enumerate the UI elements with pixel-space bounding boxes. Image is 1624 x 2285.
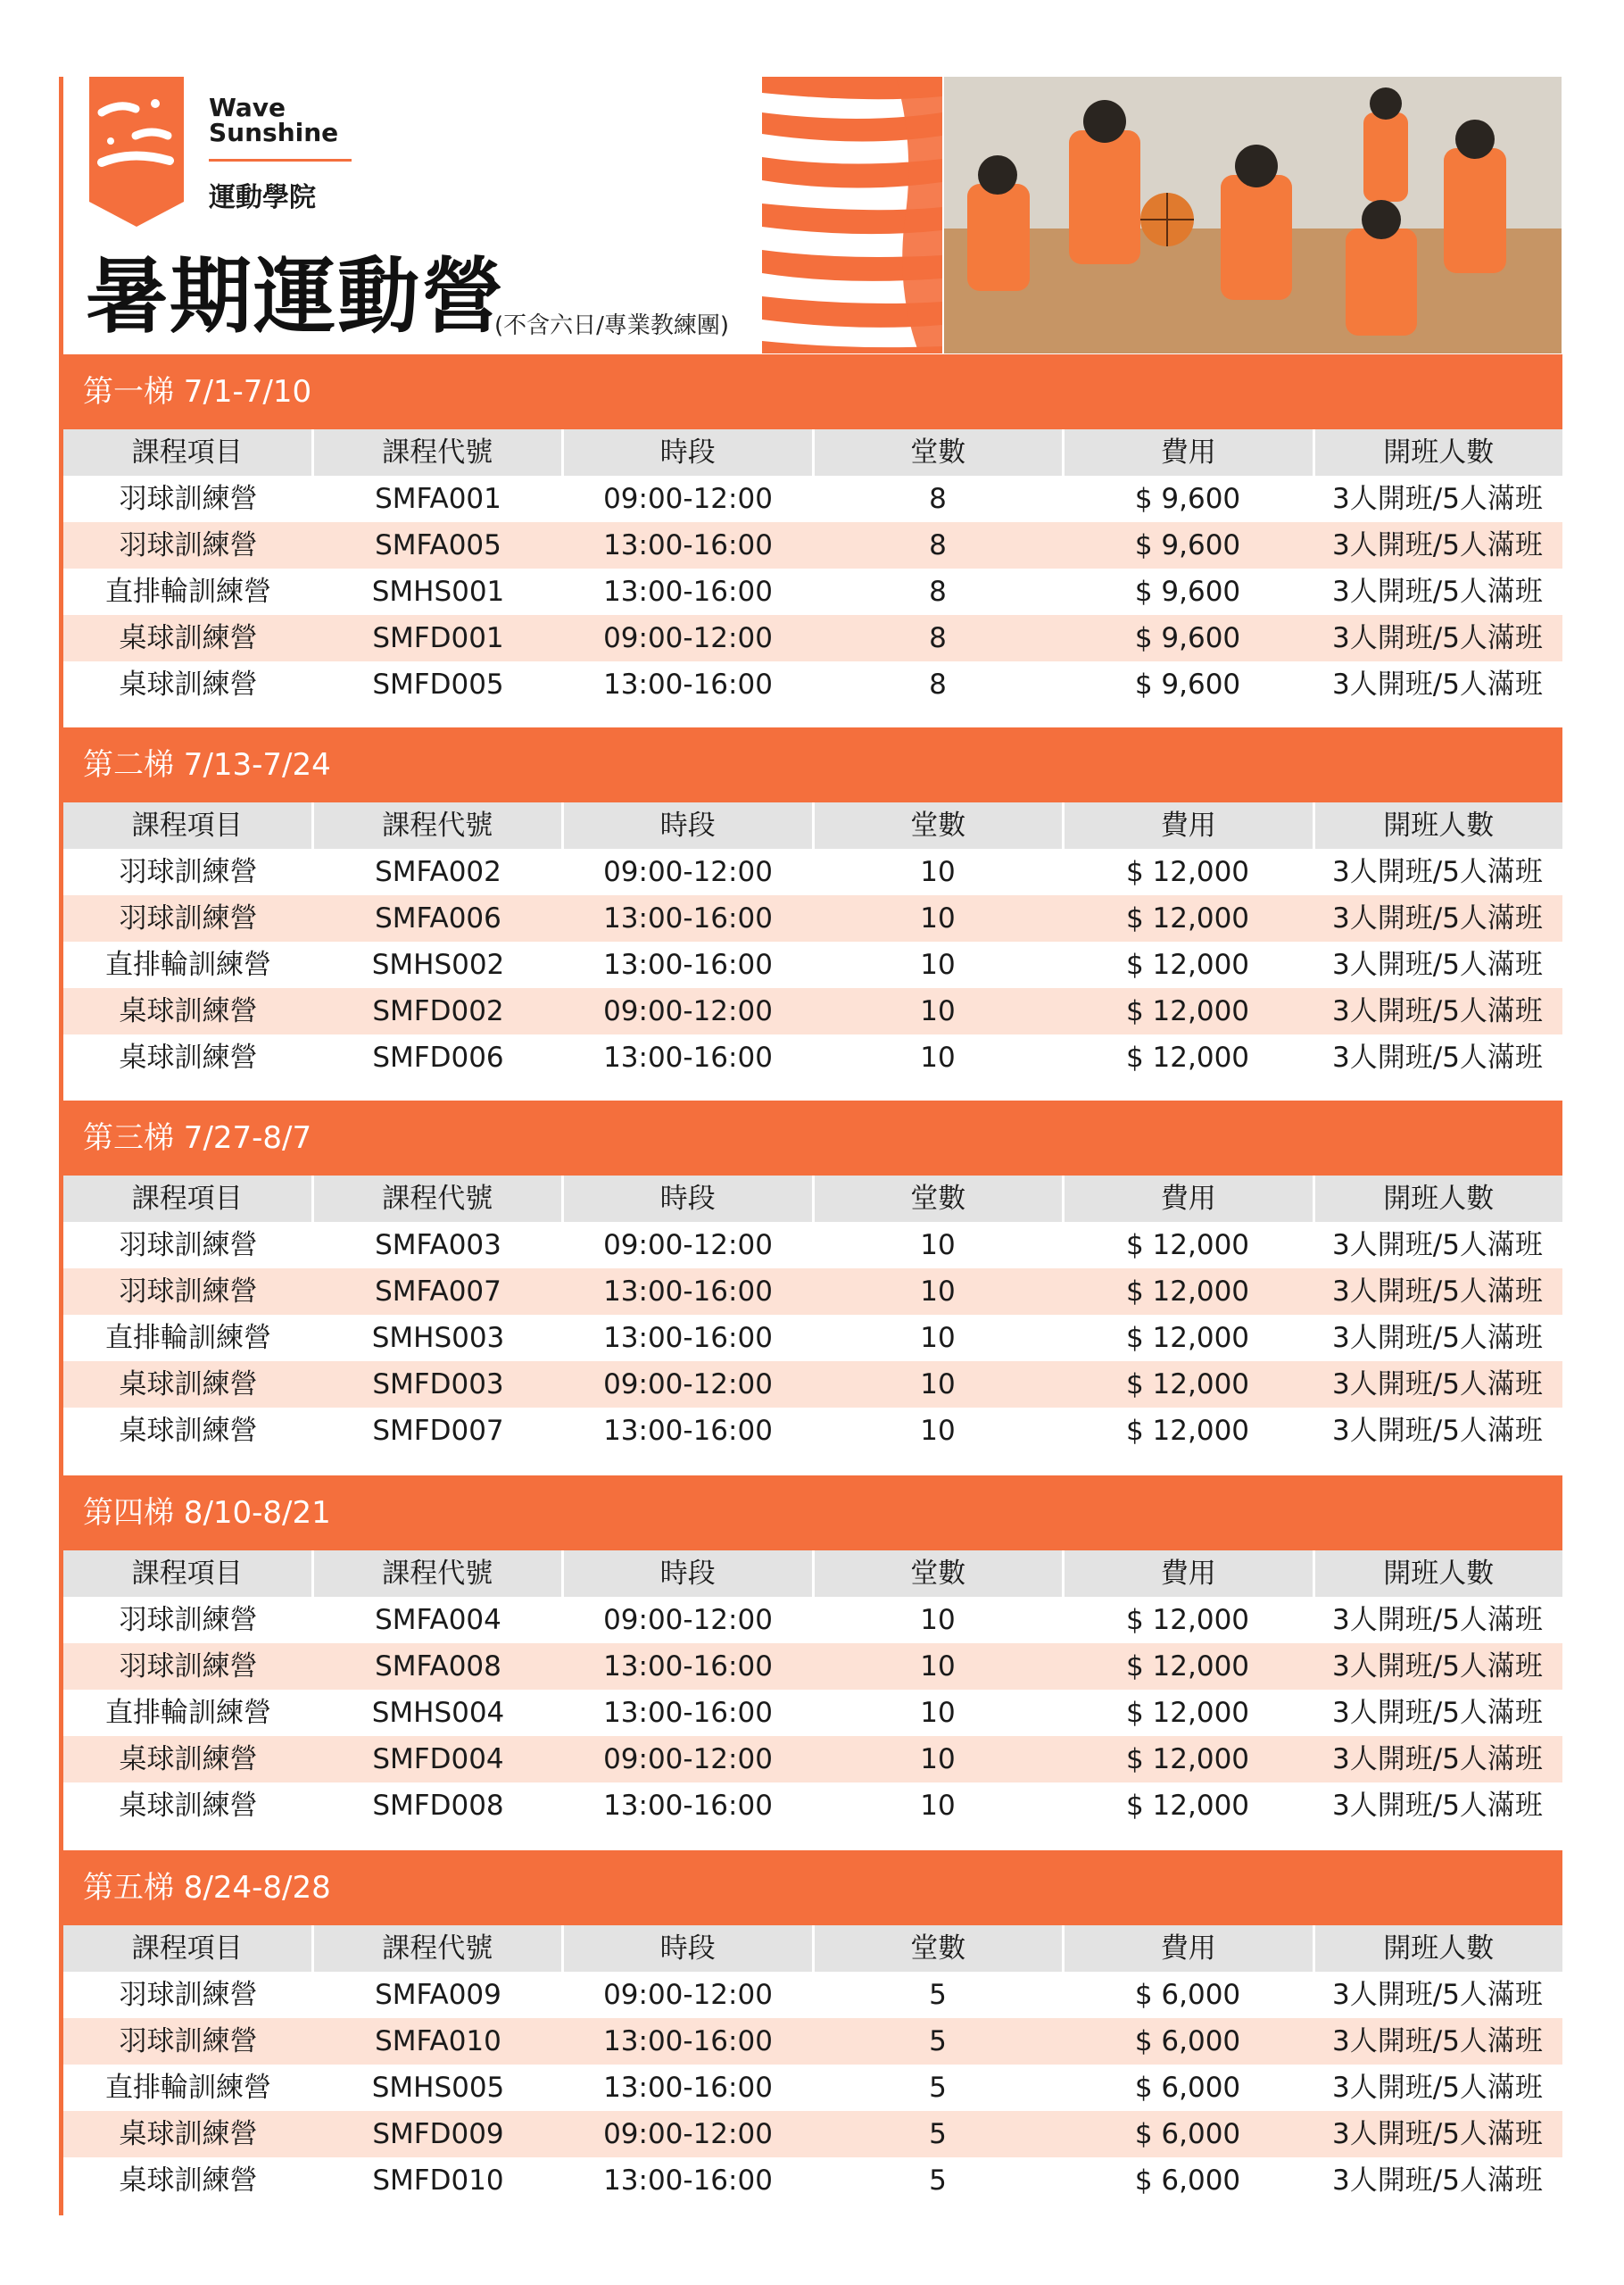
table-cell: 10 — [920, 995, 956, 1027]
table-cell: 桌球訓練營 — [119, 1790, 258, 1822]
table-cell: SMFD008 — [372, 1790, 504, 1822]
table-cell: 10 — [920, 949, 956, 981]
table-cell: 3人開班/5人滿班 — [1332, 2025, 1543, 2057]
column-header: 課程項目 — [63, 802, 314, 849]
table-cell: $ 12,000 — [1125, 856, 1250, 888]
table-cell: SMFA004 — [375, 1604, 501, 1636]
table-cell: SMFD006 — [372, 1042, 504, 1074]
table-cell: 直排輪訓練營 — [105, 1322, 271, 1354]
table-cell: 3人開班/5人滿班 — [1332, 1229, 1543, 1261]
table-cell: 3人開班/5人滿班 — [1332, 1743, 1543, 1775]
wave-sunshine-logo-icon — [89, 77, 184, 227]
table-cell: 羽球訓練營 — [119, 483, 258, 515]
table-cell: 13:00-16:00 — [603, 902, 773, 935]
table-row — [63, 1643, 1562, 1690]
table-row — [63, 522, 1562, 569]
table-cell: 3人開班/5人滿班 — [1332, 1368, 1543, 1400]
column-header: 費用 — [1065, 1176, 1315, 1222]
table-header-row — [63, 1550, 1562, 1597]
section-header — [63, 1850, 1562, 1925]
section-header — [63, 354, 1562, 429]
table-cell: $ 12,000 — [1125, 1042, 1250, 1074]
column-header: 課程代號 — [314, 802, 565, 849]
table-cell: 5 — [929, 1979, 947, 2011]
table-cell: 13:00-16:00 — [603, 1042, 773, 1074]
table-row — [63, 1972, 1562, 2018]
section-title: 第五梯 8/24-8/28 — [83, 1870, 331, 1906]
table-cell: $ 6,000 — [1134, 2025, 1241, 2057]
table-cell: 直排輪訓練營 — [105, 576, 271, 608]
table-cell: 3人開班/5人滿班 — [1332, 995, 1543, 1027]
table-cell: 3人開班/5人滿班 — [1332, 1790, 1543, 1822]
table-cell: 羽球訓練營 — [119, 2025, 258, 2057]
section-header — [63, 1101, 1562, 1176]
table-cell: 直排輪訓練營 — [105, 1697, 271, 1729]
table-cell: 桌球訓練營 — [119, 622, 258, 654]
table-cell: 3人開班/5人滿班 — [1332, 622, 1543, 654]
section-title: 第四梯 8/10-8/21 — [83, 1495, 331, 1531]
table-row — [63, 1222, 1562, 1268]
table-cell: 3人開班/5人滿班 — [1332, 529, 1543, 561]
column-header: 開班人數 — [1383, 810, 1495, 842]
table-cell: 5 — [929, 2118, 947, 2150]
table-row — [63, 942, 1562, 988]
table-row — [63, 2018, 1562, 2065]
table-cell: $ 12,000 — [1125, 1229, 1250, 1261]
table-row — [63, 569, 1562, 615]
table-cell: SMFD003 — [372, 1368, 504, 1400]
table-cell: $ 6,000 — [1134, 2118, 1241, 2150]
table-cell: $ 12,000 — [1125, 1322, 1250, 1354]
table-cell: 桌球訓練營 — [119, 1368, 258, 1400]
table-cell: 13:00-16:00 — [603, 1650, 773, 1683]
table-cell: 10 — [920, 1790, 956, 1822]
table-cell: 3人開班/5人滿班 — [1332, 902, 1543, 935]
table-cell: 羽球訓練營 — [119, 1979, 258, 2011]
column-header: 堂數 — [815, 1925, 1065, 1972]
section-header — [63, 1475, 1562, 1550]
table-cell: 10 — [920, 1743, 956, 1775]
table-row — [63, 2111, 1562, 2157]
table-row — [63, 1361, 1562, 1408]
page-subtitle: (不含六日/專業教練團) — [494, 312, 730, 339]
table-cell: $ 12,000 — [1125, 1743, 1250, 1775]
table-cell: 直排輪訓練營 — [105, 2072, 271, 2104]
page-title: 暑期運動營 — [86, 249, 506, 345]
table-cell: 桌球訓練營 — [119, 1042, 258, 1074]
table-cell: 3人開班/5人滿班 — [1332, 1322, 1543, 1354]
table-cell: SMFA001 — [375, 483, 501, 515]
table-cell: $ 12,000 — [1125, 1415, 1250, 1447]
table-cell: $ 12,000 — [1125, 1604, 1250, 1636]
table-cell: 09:00-12:00 — [603, 856, 773, 888]
column-header: 課程代號 — [314, 1550, 565, 1597]
column-header: 開班人數 — [1383, 1558, 1495, 1590]
column-header: 課程項目 — [63, 1925, 314, 1972]
table-cell: SMFA007 — [375, 1275, 501, 1308]
table-cell: SMFD007 — [372, 1415, 504, 1447]
table-cell: 10 — [920, 856, 956, 888]
table-cell: 3人開班/5人滿班 — [1332, 1979, 1543, 2011]
section-title: 第一梯 7/1-7/10 — [83, 374, 312, 410]
table-cell: $ 9,600 — [1134, 622, 1241, 654]
column-header: 時段 — [564, 1925, 815, 1972]
column-header: 費用 — [1065, 1550, 1315, 1597]
table-cell: 3人開班/5人滿班 — [1332, 2165, 1543, 2197]
table-cell: 3人開班/5人滿班 — [1332, 1042, 1543, 1074]
table-cell: 桌球訓練營 — [119, 2165, 258, 2197]
table-cell: 13:00-16:00 — [603, 1415, 773, 1447]
table-cell: 羽球訓練營 — [119, 856, 258, 888]
table-row — [63, 476, 1562, 522]
table-cell: 羽球訓練營 — [119, 1604, 258, 1636]
table-cell: 10 — [920, 902, 956, 935]
table-cell: SMHS004 — [371, 1697, 505, 1729]
table-cell: 13:00-16:00 — [603, 1275, 773, 1308]
table-cell: SMHS005 — [371, 2072, 505, 2104]
table-cell: 10 — [920, 1042, 956, 1074]
table-row — [63, 2065, 1562, 2111]
table-cell: $ 9,600 — [1134, 483, 1241, 515]
table-cell: 13:00-16:00 — [603, 1697, 773, 1729]
table-cell: SMFD004 — [372, 1743, 504, 1775]
table-cell: $ 9,600 — [1134, 529, 1241, 561]
table-cell: $ 12,000 — [1125, 1650, 1250, 1683]
table-cell: 13:00-16:00 — [603, 576, 773, 608]
kids-basketball-photo — [944, 77, 1562, 353]
column-header: 費用 — [1065, 802, 1315, 849]
table-row — [63, 661, 1562, 708]
table-cell: 3人開班/5人滿班 — [1332, 2072, 1543, 2104]
table-cell: SMHS002 — [371, 949, 505, 981]
table-cell: 3人開班/5人滿班 — [1332, 1697, 1543, 1729]
column-header: 課程項目 — [63, 1176, 314, 1222]
table-cell: 3人開班/5人滿班 — [1332, 1604, 1543, 1636]
table-cell: 桌球訓練營 — [119, 1743, 258, 1775]
table-cell: 3人開班/5人滿班 — [1332, 1415, 1543, 1447]
table-cell: 8 — [929, 576, 947, 608]
table-cell: $ 6,000 — [1134, 2072, 1241, 2104]
table-cell: 13:00-16:00 — [603, 1790, 773, 1822]
decorative-stripes — [762, 77, 942, 353]
table-cell: 8 — [929, 483, 947, 515]
table-row — [63, 1690, 1562, 1736]
table-row — [63, 1315, 1562, 1361]
course-table — [63, 1176, 1562, 1454]
table-cell: 13:00-16:00 — [603, 2072, 773, 2104]
column-header: 時段 — [564, 802, 815, 849]
column-header: 課程代號 — [314, 1176, 565, 1222]
table-cell: SMFD010 — [372, 2165, 504, 2197]
table-cell: 3人開班/5人滿班 — [1332, 669, 1543, 701]
table-cell: 13:00-16:00 — [603, 2165, 773, 2197]
table-cell: 桌球訓練營 — [119, 2118, 258, 2150]
column-header: 堂數 — [815, 1550, 1065, 1597]
brand-name-chinese: 運動學院 — [209, 182, 316, 213]
table-cell: 10 — [920, 1229, 956, 1261]
table-row — [63, 1597, 1562, 1643]
course-table — [63, 1925, 1562, 2204]
table-cell: SMFA010 — [375, 2025, 501, 2057]
course-table — [63, 802, 1562, 1081]
table-cell: 桌球訓練營 — [119, 995, 258, 1027]
table-cell: SMFA005 — [375, 529, 501, 561]
table-cell: 10 — [920, 1604, 956, 1636]
brand-divider — [209, 159, 352, 162]
table-cell: $ 12,000 — [1125, 902, 1250, 935]
column-header: 開班人數 — [1383, 1932, 1495, 1965]
table-cell: 10 — [920, 1650, 956, 1683]
table-cell: 羽球訓練營 — [119, 902, 258, 935]
table-cell: $ 12,000 — [1125, 1275, 1250, 1308]
table-cell: 10 — [920, 1275, 956, 1308]
column-header: 費用 — [1065, 1925, 1315, 1972]
table-cell: 13:00-16:00 — [603, 529, 773, 561]
table-header-row — [63, 802, 1562, 849]
table-cell: 5 — [929, 2072, 947, 2104]
table-cell: 09:00-12:00 — [603, 1604, 773, 1636]
table-header-row — [63, 1176, 1562, 1222]
table-cell: 3人開班/5人滿班 — [1332, 856, 1543, 888]
table-cell: SMFA008 — [375, 1650, 501, 1683]
section-header — [63, 727, 1562, 802]
table-cell: 3人開班/5人滿班 — [1332, 483, 1543, 515]
table-cell: SMFA003 — [375, 1229, 501, 1261]
column-header: 費用 — [1065, 429, 1315, 476]
photo-illustration — [944, 77, 1562, 353]
table-row — [63, 615, 1562, 661]
table-cell: 10 — [920, 1368, 956, 1400]
table-cell: 3人開班/5人滿班 — [1332, 1650, 1543, 1683]
table-cell: SMFA002 — [375, 856, 501, 888]
column-header: 時段 — [564, 1176, 815, 1222]
column-header: 課程代號 — [314, 1925, 565, 1972]
table-cell: 8 — [929, 622, 947, 654]
table-cell: 13:00-16:00 — [603, 949, 773, 981]
course-table — [63, 429, 1562, 708]
table-cell: 09:00-12:00 — [603, 1368, 773, 1400]
column-header: 課程項目 — [63, 429, 314, 476]
section-title: 第三梯 7/27-8/7 — [83, 1120, 312, 1156]
table-cell: 09:00-12:00 — [603, 1743, 773, 1775]
table-cell: 8 — [929, 529, 947, 561]
column-header: 課程代號 — [314, 429, 565, 476]
column-header: 堂數 — [815, 429, 1065, 476]
table-cell: SMFA006 — [375, 902, 501, 935]
brand-name-line1: Wave — [209, 93, 286, 122]
table-cell: $ 12,000 — [1125, 1368, 1250, 1400]
table-cell: SMFD002 — [372, 995, 504, 1027]
table-cell: SMHS003 — [371, 1322, 505, 1354]
table-cell: 3人開班/5人滿班 — [1332, 949, 1543, 981]
table-header-row — [63, 1925, 1562, 1972]
table-cell: 09:00-12:00 — [603, 1229, 773, 1261]
table-cell: $ 9,600 — [1134, 576, 1241, 608]
table-cell: 3人開班/5人滿班 — [1332, 1275, 1543, 1308]
table-cell: 3人開班/5人滿班 — [1332, 576, 1543, 608]
table-cell: $ 12,000 — [1125, 1697, 1250, 1729]
table-cell: 13:00-16:00 — [603, 2025, 773, 2057]
table-row — [63, 849, 1562, 895]
table-row — [63, 1268, 1562, 1315]
table-cell: $ 12,000 — [1125, 1790, 1250, 1822]
table-cell: $ 6,000 — [1134, 1979, 1241, 2011]
table-header-row — [63, 429, 1562, 476]
table-row — [63, 1034, 1562, 1081]
table-cell: SMFD009 — [372, 2118, 504, 2150]
column-header: 開班人數 — [1383, 1183, 1495, 1215]
table-cell: $ 9,600 — [1134, 669, 1241, 701]
table-cell: 5 — [929, 2025, 947, 2057]
table-cell: 直排輪訓練營 — [105, 949, 271, 981]
table-cell: SMHS001 — [371, 576, 505, 608]
table-cell: 羽球訓練營 — [119, 1275, 258, 1308]
table-cell: SMFD001 — [372, 622, 504, 654]
table-row — [63, 895, 1562, 942]
table-cell: 10 — [920, 1697, 956, 1729]
table-cell: 羽球訓練營 — [119, 1229, 258, 1261]
column-header: 課程項目 — [63, 1550, 314, 1597]
column-header: 開班人數 — [1383, 436, 1495, 469]
table-cell: 桌球訓練營 — [119, 1415, 258, 1447]
table-cell: 10 — [920, 1415, 956, 1447]
table-cell: 羽球訓練營 — [119, 529, 258, 561]
table-cell: 5 — [929, 2165, 947, 2197]
table-cell: 13:00-16:00 — [603, 1322, 773, 1354]
table-row — [63, 1736, 1562, 1782]
table-cell: $ 6,000 — [1134, 2165, 1241, 2197]
table-row — [63, 1408, 1562, 1454]
table-cell: 3人開班/5人滿班 — [1332, 2118, 1543, 2150]
column-header: 堂數 — [815, 802, 1065, 849]
table-cell: 13:00-16:00 — [603, 669, 773, 701]
table-cell: SMFD005 — [372, 669, 504, 701]
table-cell: 09:00-12:00 — [603, 995, 773, 1027]
brand-name-line2: Sunshine — [209, 118, 339, 147]
table-cell: SMFA009 — [375, 1979, 501, 2011]
table-cell: $ 12,000 — [1125, 995, 1250, 1027]
section-title: 第二梯 7/13-7/24 — [83, 747, 331, 783]
course-table — [63, 1550, 1562, 1829]
table-cell: 09:00-12:00 — [603, 483, 773, 515]
table-row — [63, 2157, 1562, 2204]
column-header: 時段 — [564, 1550, 815, 1597]
table-cell: 09:00-12:00 — [603, 622, 773, 654]
column-header: 堂數 — [815, 1176, 1065, 1222]
table-cell: 桌球訓練營 — [119, 669, 258, 701]
table-row — [63, 988, 1562, 1034]
table-cell: $ 12,000 — [1125, 949, 1250, 981]
table-cell: 09:00-12:00 — [603, 1979, 773, 2011]
table-row — [63, 1782, 1562, 1829]
table-cell: 10 — [920, 1322, 956, 1354]
table-cell: 8 — [929, 669, 947, 701]
column-header: 時段 — [564, 429, 815, 476]
table-cell: 09:00-12:00 — [603, 2118, 773, 2150]
table-cell: 羽球訓練營 — [119, 1650, 258, 1683]
